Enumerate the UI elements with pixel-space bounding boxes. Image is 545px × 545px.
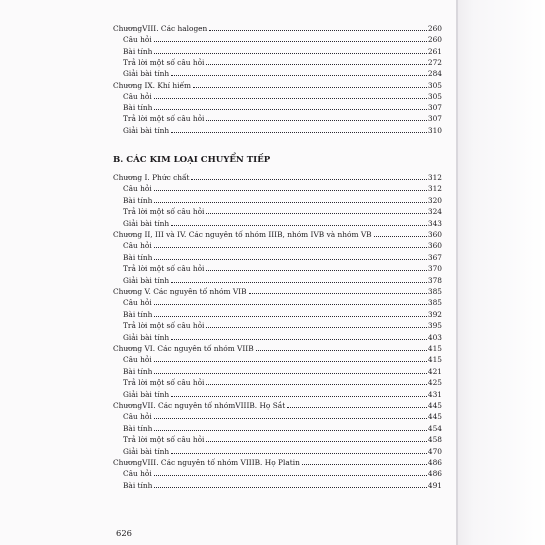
toc-page-number: 360 xyxy=(427,230,442,239)
dot-leader xyxy=(171,396,427,397)
toc-entry-label: Bài tính xyxy=(123,252,153,262)
toc-page-number: 415 xyxy=(427,355,442,365)
dot-leader xyxy=(171,339,427,340)
toc-entry-label: Chương VI. Các nguyên tố nhóm VIIB xyxy=(113,344,254,353)
dot-leader xyxy=(206,384,426,385)
toc-entry-row xyxy=(123,264,442,274)
toc-entry-row xyxy=(123,92,442,102)
toc-entry-row xyxy=(123,469,442,479)
toc-entry-row xyxy=(123,219,442,229)
toc-page-number: 491 xyxy=(427,480,442,490)
dot-leader xyxy=(154,41,427,42)
dot-leader xyxy=(171,75,427,76)
toc-entry-label: Chương II, III và IV. Các nguyên tố nhóm IIIB, nhóm IVB và nhóm VB xyxy=(113,230,372,239)
toc-entry-row xyxy=(123,355,442,365)
dot-leader xyxy=(171,282,427,283)
toc-page-number: 307 xyxy=(427,114,442,124)
dot-leader xyxy=(154,373,426,374)
dot-leader xyxy=(154,418,427,419)
toc-entry-row xyxy=(123,58,442,68)
toc-page-number: 445 xyxy=(427,412,442,422)
toc-entry-row xyxy=(123,253,442,263)
toc-entry-row xyxy=(123,412,442,422)
toc-page-number: 312 xyxy=(427,184,442,194)
toc-page-number: 385 xyxy=(427,287,442,296)
toc-entry-label: ChươngVIII. Các halogen xyxy=(113,24,208,33)
dot-leader xyxy=(154,98,427,99)
toc-entry-row xyxy=(123,126,442,136)
toc-chapter-row xyxy=(113,230,442,240)
dot-leader xyxy=(154,316,426,317)
toc-page-number: 284 xyxy=(427,69,442,79)
toc-chapter-row xyxy=(113,458,442,468)
dot-leader xyxy=(193,87,427,88)
toc-page-number: 415 xyxy=(427,344,442,353)
dot-leader xyxy=(154,202,426,203)
toc-entry-row xyxy=(123,447,442,457)
toc-entry-label: Trả lời một số câu hỏi xyxy=(123,321,205,331)
toc-page-number: 261 xyxy=(427,46,442,56)
toc-entry-label: Trả lời một số câu hỏi xyxy=(123,435,205,445)
toc-entry-label: Chương V. Các nguyên tố nhóm VIB xyxy=(113,287,247,296)
toc-entry-row xyxy=(123,424,442,434)
toc-page-number: 312 xyxy=(427,173,442,182)
toc-page-number: 272 xyxy=(427,57,442,67)
dot-leader xyxy=(154,53,426,54)
dot-leader xyxy=(154,430,426,431)
toc-entry-row xyxy=(123,103,442,113)
section-heading: B. CÁC KIM LOẠI CHUYỂN TIẾP xyxy=(113,155,271,165)
toc-page-number: 425 xyxy=(427,378,442,388)
toc-entry-label: Câu hỏi xyxy=(123,412,152,422)
toc-chapter-row xyxy=(113,344,442,354)
toc-entry-row xyxy=(123,367,442,377)
dot-leader xyxy=(206,213,426,214)
toc-entry-row xyxy=(123,298,442,308)
toc-entry-label: Trả lời một số câu hỏi xyxy=(123,264,205,274)
dot-leader xyxy=(287,407,427,408)
toc-entry-label: ChươngVII. Các nguyên tố nhómVIIIB. Họ Sắt xyxy=(113,401,286,410)
toc-page-number: 445 xyxy=(427,401,442,410)
toc-entry-label: Bài tính xyxy=(123,195,153,205)
dot-leader xyxy=(171,453,427,454)
toc-page-number: 395 xyxy=(427,321,442,331)
dot-leader xyxy=(374,236,427,237)
toc-page-number: 305 xyxy=(427,91,442,101)
toc-chapter-row xyxy=(113,81,442,91)
toc-page-number: 343 xyxy=(427,218,442,228)
toc-entry-label: Câu hỏi xyxy=(123,35,152,45)
toc-entry-row xyxy=(123,35,442,45)
toc-entry-label: Giải bài tính xyxy=(123,389,170,399)
toc-entry-label: Câu hỏi xyxy=(123,91,152,101)
toc-entry-row xyxy=(123,196,442,206)
toc-page-number: 470 xyxy=(427,446,442,456)
toc-page-number: 324 xyxy=(427,207,442,217)
toc-entry-label: Câu hỏi xyxy=(123,184,152,194)
dot-leader xyxy=(209,30,427,31)
toc-entry-label: Câu hỏi xyxy=(123,469,152,479)
toc-page-number: 392 xyxy=(427,309,442,319)
toc-page-number: 385 xyxy=(427,298,442,308)
dot-leader xyxy=(154,475,427,476)
dot-leader xyxy=(171,132,427,133)
toc-page-number: 305 xyxy=(427,80,442,90)
toc-entry-row xyxy=(123,435,442,445)
toc-page-number: 310 xyxy=(427,125,442,135)
toc-entry-row xyxy=(123,47,442,57)
toc-page-number: 378 xyxy=(427,275,442,285)
toc-entry-label: Giải bài tính xyxy=(123,218,170,228)
dot-leader xyxy=(154,304,427,305)
dot-leader xyxy=(154,190,427,191)
toc-page-number: 431 xyxy=(427,389,442,399)
toc-page-number: 458 xyxy=(427,435,442,445)
toc-entry-row xyxy=(123,207,442,217)
page-margin xyxy=(458,0,545,545)
dot-leader xyxy=(191,179,426,180)
toc-entry-label: Trả lời một số câu hỏi xyxy=(123,378,205,388)
toc-entry-label: Giải bài tính xyxy=(123,446,170,456)
toc-page-number: 307 xyxy=(427,103,442,113)
toc-entry-row xyxy=(123,114,442,124)
toc-entry-row xyxy=(123,276,442,286)
toc-page-number: 260 xyxy=(427,35,442,45)
toc-entry-row xyxy=(123,378,442,388)
toc-entry-label: Giải bài tính xyxy=(123,69,170,79)
toc-entry-row xyxy=(123,333,442,343)
toc-page-number: 260 xyxy=(427,24,442,33)
dot-leader xyxy=(206,327,426,328)
toc-page-number: 370 xyxy=(427,264,442,274)
toc-page-number: 486 xyxy=(427,458,442,467)
toc-entry-label: Bài tính xyxy=(123,103,153,113)
toc-entry-label: Câu hỏi xyxy=(123,355,152,365)
toc-entry-row xyxy=(123,481,442,491)
dot-leader xyxy=(154,247,427,248)
toc-entry-row xyxy=(123,390,442,400)
toc-page-number: 320 xyxy=(427,195,442,205)
dot-leader xyxy=(206,120,426,121)
toc-entry-label: Bài tính xyxy=(123,366,153,376)
toc-chapter-row xyxy=(113,173,442,183)
toc-page-number: 367 xyxy=(427,252,442,262)
toc-entry-row xyxy=(123,310,442,320)
toc-entry-label: Bài tính xyxy=(123,423,153,433)
dot-leader xyxy=(154,487,426,488)
dot-leader xyxy=(171,225,427,226)
toc-entry-label: Bài tính xyxy=(123,46,153,56)
toc-entry-label: Bài tính xyxy=(123,309,153,319)
dot-leader xyxy=(154,259,426,260)
dot-leader xyxy=(206,441,426,442)
dot-leader xyxy=(249,293,427,294)
toc-entry-row xyxy=(123,69,442,79)
dot-leader xyxy=(206,270,426,271)
toc-entry-label: Giải bài tính xyxy=(123,125,170,135)
dot-leader xyxy=(256,350,427,351)
toc-chapter-row xyxy=(113,401,442,411)
toc-entry-label: Câu hỏi xyxy=(123,241,152,251)
toc-page-number: 486 xyxy=(427,469,442,479)
dot-leader xyxy=(302,464,427,465)
toc-entry-label: Trả lời một số câu hỏi xyxy=(123,114,205,124)
toc-page-number: 360 xyxy=(427,241,442,251)
toc-page-number: 421 xyxy=(427,366,442,376)
toc-entry-label: Trả lời một số câu hỏi xyxy=(123,207,205,217)
dot-leader xyxy=(154,109,426,110)
toc-entry-row xyxy=(123,321,442,331)
toc-chapter-row xyxy=(113,24,442,34)
dot-leader xyxy=(154,361,427,362)
toc-page-number: 454 xyxy=(427,423,442,433)
toc-page-number: 403 xyxy=(427,332,442,342)
toc-entry-label: ChươngVIII. Các nguyên tố nhóm VIIIB. Họ Platin xyxy=(113,458,300,467)
page-number: 626 xyxy=(116,528,132,538)
toc-entry-label: Câu hỏi xyxy=(123,298,152,308)
toc-entry-row xyxy=(123,184,442,194)
toc-entry-label: Giải bài tính xyxy=(123,275,170,285)
dot-leader xyxy=(206,64,426,65)
toc-chapter-row xyxy=(113,287,442,297)
toc-entry-label: Chương I. Phức chất xyxy=(113,173,190,182)
toc-entry-label: Giải bài tính xyxy=(123,332,170,342)
toc-entry-label: Bài tính xyxy=(123,480,153,490)
toc-entry-label: Trả lời một số câu hỏi xyxy=(123,57,205,67)
toc-entry-row xyxy=(123,241,442,251)
toc-entry-label: Chương IX. Khí hiếm xyxy=(113,80,192,90)
